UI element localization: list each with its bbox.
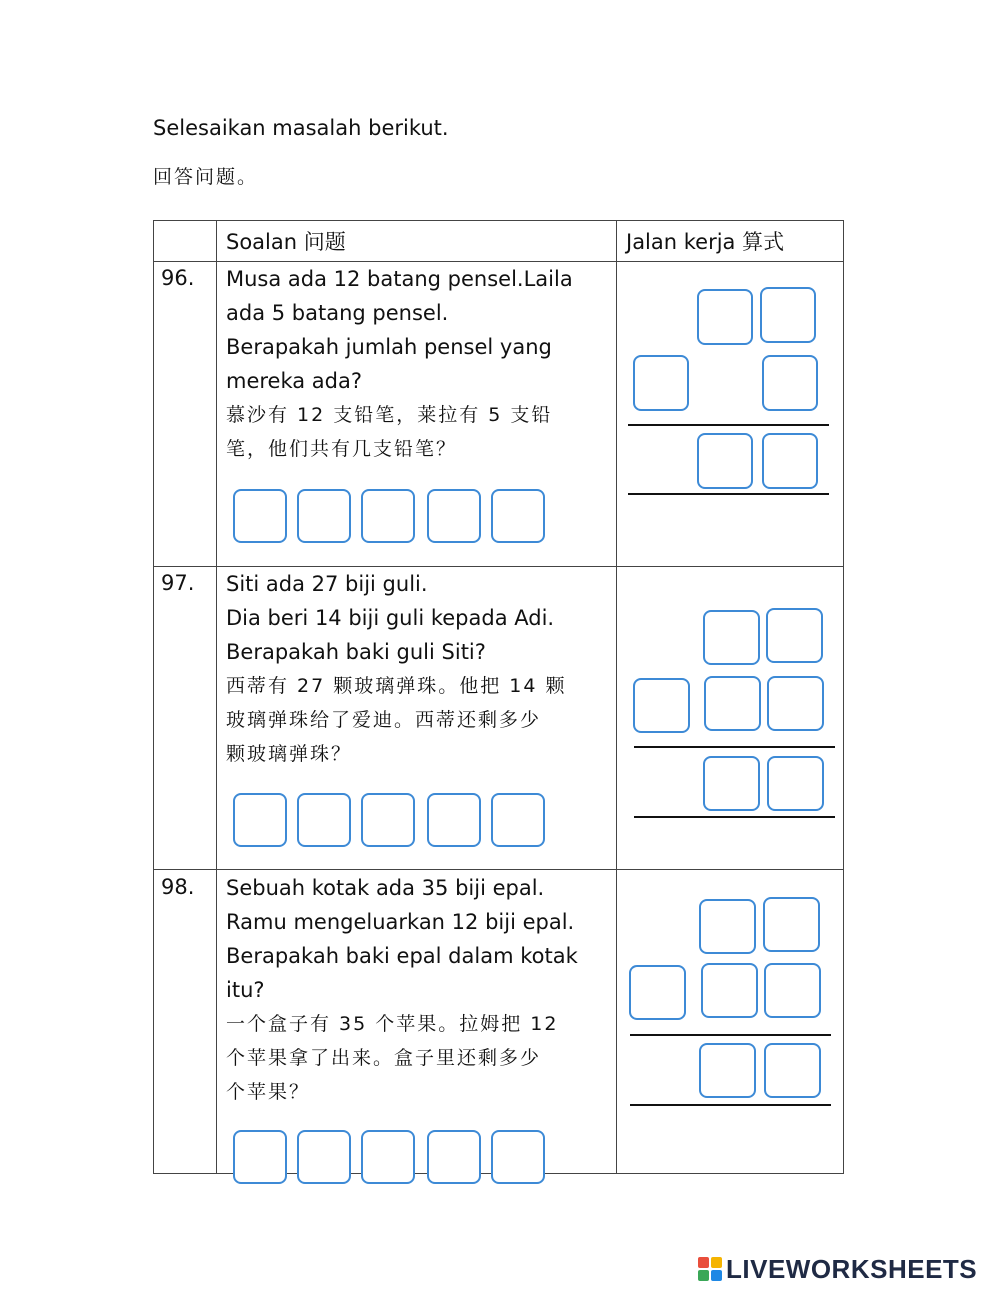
header-working: Jalan kerja 算式 (626, 230, 785, 254)
question-line-chinese: 西蒂有 27 颗玻璃弹珠。他把 14 颗 (226, 675, 567, 697)
question-number: 96. (161, 266, 195, 290)
working-rule (628, 493, 829, 495)
working-input-box[interactable] (699, 899, 756, 954)
instruction-chinese: 回答问题。 (153, 166, 259, 188)
question-line-chinese: 一个盒子有 35 个苹果。拉姆把 12 (226, 1013, 559, 1035)
answer-input-box[interactable] (297, 489, 351, 543)
working-input-box[interactable] (764, 1043, 821, 1098)
question-number: 97. (161, 571, 195, 595)
question-text (226, 567, 606, 771)
working-rule (630, 1034, 831, 1036)
answer-input-box[interactable] (427, 1130, 481, 1184)
question-line: Berapakah jumlah pensel yang (226, 335, 552, 359)
working-input-box[interactable] (767, 676, 824, 731)
answer-input-box[interactable] (297, 793, 351, 847)
question-line: Sebuah kotak ada 35 biji epal. (226, 876, 545, 900)
answer-input-box[interactable] (361, 1130, 415, 1184)
working-input-box[interactable] (633, 678, 690, 733)
working-input-box[interactable] (767, 756, 824, 811)
question-line-chinese: 慕沙有 12 支铅笔，莱拉有 5 支铅 (226, 404, 553, 426)
working-input-box[interactable] (762, 355, 818, 411)
answer-input-box[interactable] (491, 1130, 545, 1184)
answer-input-box[interactable] (427, 489, 481, 543)
working-rule (628, 424, 829, 426)
question-line: Musa ada 12 batang pensel.Laila (226, 267, 573, 291)
working-input-box[interactable] (633, 355, 689, 411)
working-rule (630, 1104, 831, 1106)
logo-text: LIVEWORKSHEETS (726, 1253, 978, 1284)
question-line-chinese: 个苹果拿了出来。盒子里还剩多少 (226, 1047, 542, 1069)
working-input-box[interactable] (766, 608, 823, 663)
question-line: Ramu mengeluarkan 12 biji epal. (226, 910, 575, 934)
question-line-chinese: 个苹果？ (226, 1081, 311, 1103)
answer-input-box[interactable] (233, 489, 287, 543)
working-input-box[interactable] (763, 897, 820, 952)
answer-input-box[interactable] (233, 793, 287, 847)
working-rule (634, 746, 835, 748)
working-input-box[interactable] (699, 1043, 756, 1098)
working-input-box[interactable] (764, 963, 821, 1018)
working-input-box[interactable] (697, 433, 753, 489)
question-text (226, 871, 606, 1109)
question-line-chinese: 颗玻璃弹珠？ (226, 743, 353, 765)
working-input-box[interactable] (762, 433, 818, 489)
question-line: ada 5 batang pensel. (226, 301, 449, 325)
question-line: Dia beri 14 biji guli kepada Adi. (226, 606, 555, 630)
instruction-malay: Selesaikan masalah berikut. (153, 116, 449, 140)
working-input-box[interactable] (701, 963, 758, 1018)
question-line: mereka ada? (226, 369, 363, 393)
answer-input-box[interactable] (491, 489, 545, 543)
working-input-box[interactable] (703, 610, 760, 665)
answer-input-box[interactable] (427, 793, 481, 847)
working-rule (634, 816, 835, 818)
logo-mark-icon (698, 1257, 722, 1281)
answer-input-box[interactable] (361, 489, 415, 543)
answer-input-box[interactable] (491, 793, 545, 847)
answer-input-box[interactable] (297, 1130, 351, 1184)
question-line-chinese: 玻璃弹珠给了爱迪。西蒂还剩多少 (226, 709, 542, 731)
question-text (226, 262, 606, 466)
question-line: Berapakah baki epal dalam kotak (226, 944, 578, 968)
answer-input-box[interactable] (233, 1130, 287, 1184)
liveworksheets-logo (698, 1254, 977, 1284)
question-line-chinese: 笔，他们共有几支铅笔？ (226, 438, 458, 460)
question-line: Siti ada 27 biji guli. (226, 572, 428, 596)
working-input-box[interactable] (704, 676, 761, 731)
header-question: Soalan 问题 (226, 230, 346, 254)
question-number: 98. (161, 875, 195, 899)
question-line: itu? (226, 978, 265, 1002)
working-input-box[interactable] (760, 287, 816, 343)
question-line: Berapakah baki guli Siti? (226, 640, 486, 664)
answer-input-box[interactable] (361, 793, 415, 847)
working-input-box[interactable] (697, 289, 753, 345)
working-input-box[interactable] (703, 756, 760, 811)
working-input-box[interactable] (629, 965, 686, 1020)
